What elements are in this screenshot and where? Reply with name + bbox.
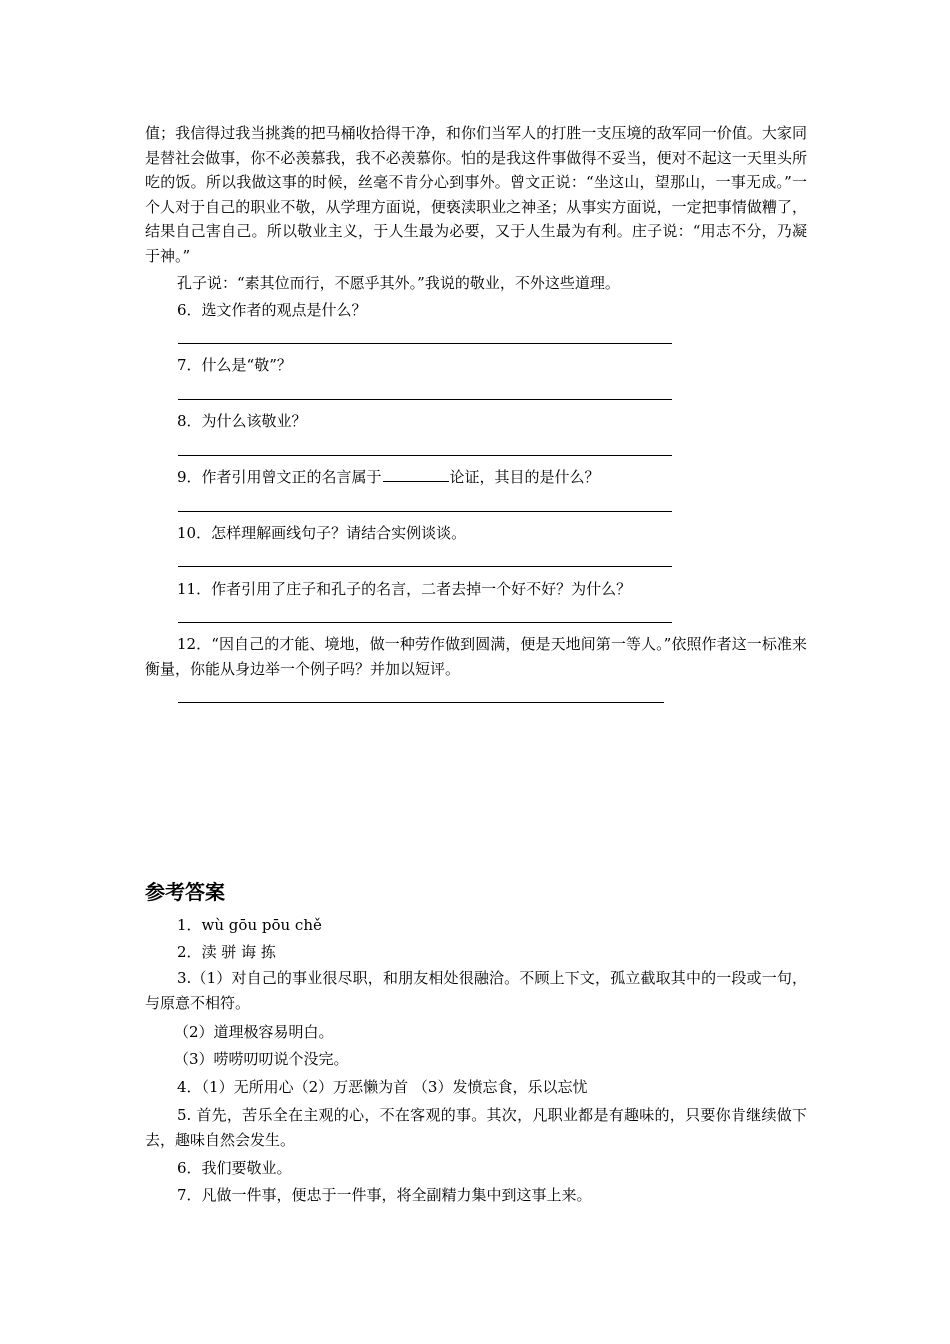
question-9 [145, 465, 807, 489]
answer-line-7[interactable] [178, 399, 672, 400]
answer-2: 2．渎 骈 诲 拣 [177, 943, 276, 961]
answer-line-6[interactable] [178, 343, 672, 344]
answer-line-12[interactable] [178, 702, 664, 703]
question-6: 6．选文作者的观点是什么？ [177, 301, 367, 319]
question-11: 11．作者引用了庄子和孔子的名言，二者去掉一个好不好？为什么？ [177, 580, 632, 598]
answers-heading: 参考答案 [145, 880, 225, 904]
passage-paragraph-2: 孔子说：“素其位而行，不愿乎其外。”我说的敬业，不外这些道理。 [177, 274, 620, 292]
question-8: 8．为什么该敬业？ [177, 412, 307, 430]
answer-line-8[interactable] [178, 455, 672, 456]
answer-4: 4．（1）无所用心（2）万恶懒为首 （3）发愤忘食，乐以忘忧 [177, 1078, 588, 1096]
question-9-text-before: 9．作者引用曾文正的名言属于 [177, 468, 382, 486]
answer-7: 7．凡做一件事，便忠于一件事，将全副精力集中到这事上来。 [177, 1186, 592, 1204]
passage-paragraph-1: 值；我信得过我当挑粪的把马桶收拾得干净，和你们当军人的打胜一支压境的敌军同一价值。大家同是替社会做事，你不必羡慕我，我不必羡慕你。怕的是我这件事做得不妥当，便对不起这一天里头所吃的饭。所以我做这事的时候，丝毫不肯分心到事外。曾文正说：“坐这山，望那山，一事无成。”一个人对于自己的职业不敬，从学理方面说，便亵渎职业之神圣；从事实方面说，一定把事情做糟了，结果自己害自己。所以敬业主义，于人生最为必要，又于人生最为有利。庄子说：“用志不分，乃凝于神。” [145, 124, 807, 265]
question-9-text-after: 论证，其目的是什么？ [449, 468, 600, 486]
answer-line-9[interactable] [178, 511, 672, 512]
answer-5 [145, 1103, 807, 1152]
answer-line-11[interactable] [178, 622, 672, 623]
answer-5-text: 5. 首先，苦乐全在主观的心，不在客观的事。其次，凡职业都是有趣味的，只要你肯继续做下去，趣味自然会发生。 [145, 1106, 807, 1149]
question-10: 10．怎样理解画线句子？请结合实例谈谈。 [177, 524, 467, 542]
answer-3-part-2: （2）道理极容易明白。 [174, 1023, 334, 1041]
answer-line-10[interactable] [178, 566, 672, 567]
answer-1: 1．wù gōu pōu chě [177, 916, 322, 934]
answer-3-part-3: （3）唠唠叨叨说个没完。 [174, 1050, 349, 1068]
answer-3 [145, 966, 807, 1015]
question-12-text: 12．“因自己的才能、境地，做一种劳作做到圆满，便是天地间第一等人。”依照作者这一标准来衡量，你能从身边举一个例子吗？并加以短评。 [145, 635, 807, 678]
question-7: 7．什么是“敬”？ [177, 356, 292, 374]
answer-3-text: 3.（1）对自己的事业很尽职，和朋友相处很融洽。不顾上下文，孤立截取其中的一段或一句，与原意不相符。 [145, 969, 807, 1012]
answer-6: 6．我们要敬业。 [177, 1159, 292, 1177]
question-12 [145, 632, 807, 681]
question-9-fill-blank[interactable] [383, 467, 449, 482]
